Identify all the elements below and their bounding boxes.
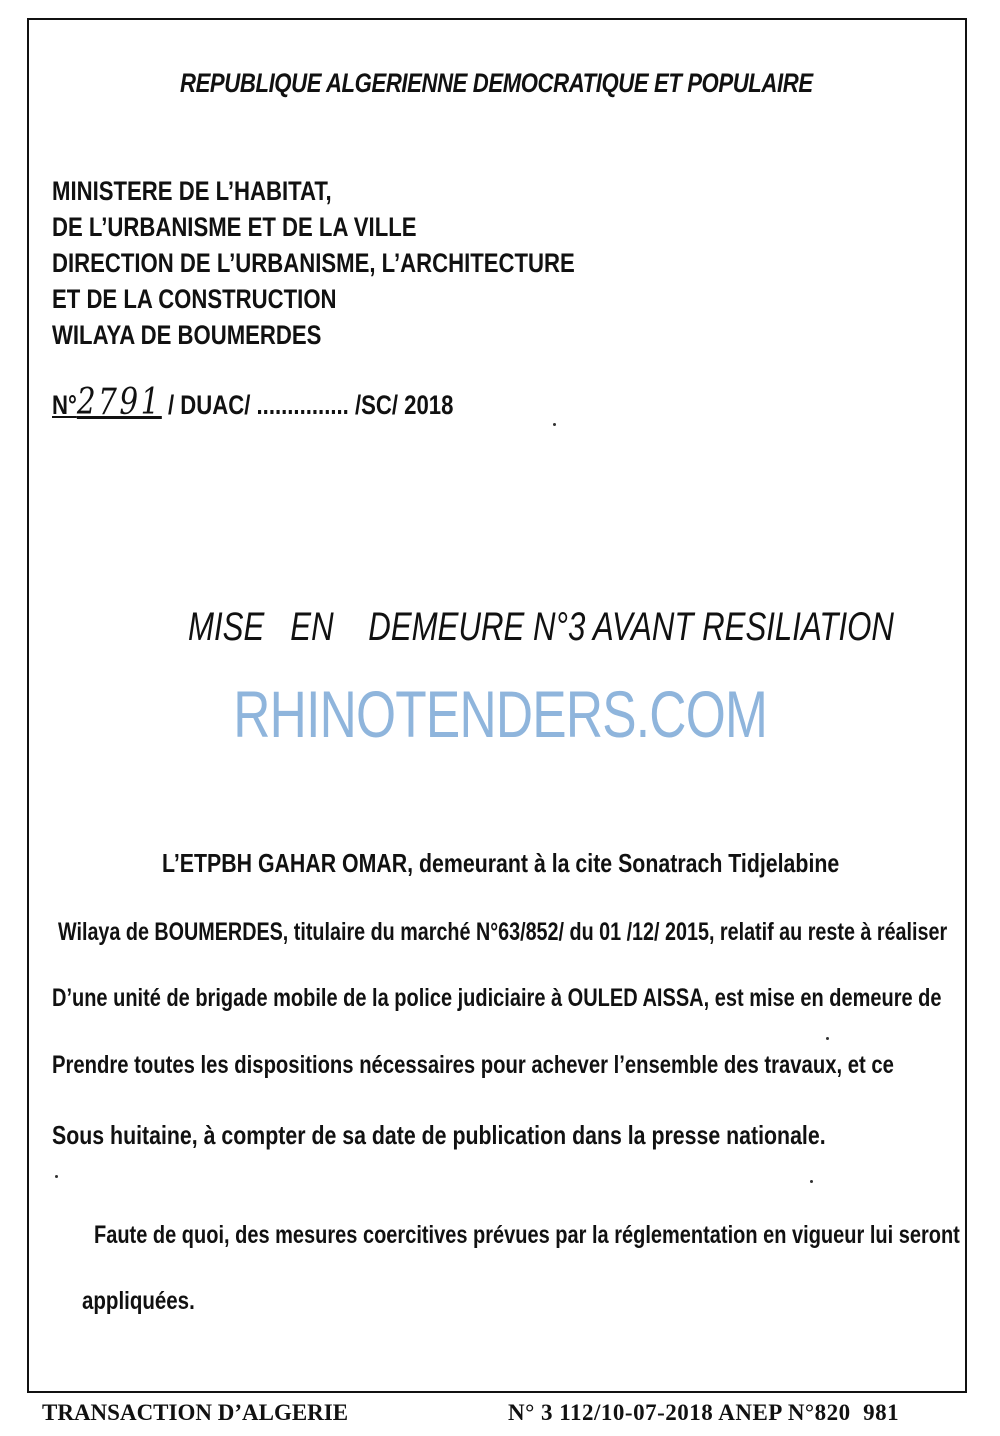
speck <box>826 1037 829 1040</box>
ministry-line: ET DE LA CONSTRUCTION <box>52 284 337 314</box>
speck <box>810 1180 813 1183</box>
handwritten-number: 2791 <box>76 382 162 423</box>
reference-number <box>52 382 542 423</box>
body-line: Wilaya de BOUMERDES, titulaire du marché N°63/852/ du 01 /12/ 2015, relatif au reste à réaliser <box>58 918 948 946</box>
speck <box>553 423 556 426</box>
ministry-line: DIRECTION DE L’URBANISME, L’ARCHITECTURE <box>52 248 575 278</box>
footer-publication: TRANSACTION D’ALGERIE <box>42 1400 349 1425</box>
body-line: D’une unité de brigade mobile de la police judiciaire à OULED AISSA, est mise en demeure de <box>52 984 942 1012</box>
footer-issue: N° 3 112/10-07-2018 ANEP N°820 981 <box>508 1400 900 1425</box>
ministry-line: DE L’URBANISME ET DE LA VILLE <box>52 212 417 242</box>
document-title: MISE EN DEMEURE N°3 AVANT RESILIATION <box>188 605 894 649</box>
body-line: Faute de quoi, des mesures coercitives prévues par la réglementation en vigueur lui seront <box>94 1221 960 1249</box>
body-line: appliquées. <box>82 1287 195 1315</box>
watermark: RHINOTENDERS.COM <box>233 677 767 751</box>
ministry-line: MINISTERE DE L’HABITAT, <box>52 176 332 206</box>
reference-rest: / DUAC/ ............... /SC/ 2018 <box>161 390 454 420</box>
reference-prefix: N° <box>52 390 77 420</box>
body-line: Sous huitaine, à compter de sa date de publication dans la presse nationale. <box>52 1120 826 1150</box>
body-line: Prendre toutes les dispositions nécessaires pour achever l’ensemble des travaux, et ce <box>52 1051 894 1079</box>
ministry-line: WILAYA DE BOUMERDES <box>52 320 322 350</box>
republic-heading: REPUBLIQUE ALGERIENNE DEMOCRATIQUE ET POPULAIRE <box>180 68 813 98</box>
body-line: L’ETPBH GAHAR OMAR, demeurant à la cite Sonatrach Tidjelabine <box>162 848 840 878</box>
speck <box>55 1175 58 1178</box>
